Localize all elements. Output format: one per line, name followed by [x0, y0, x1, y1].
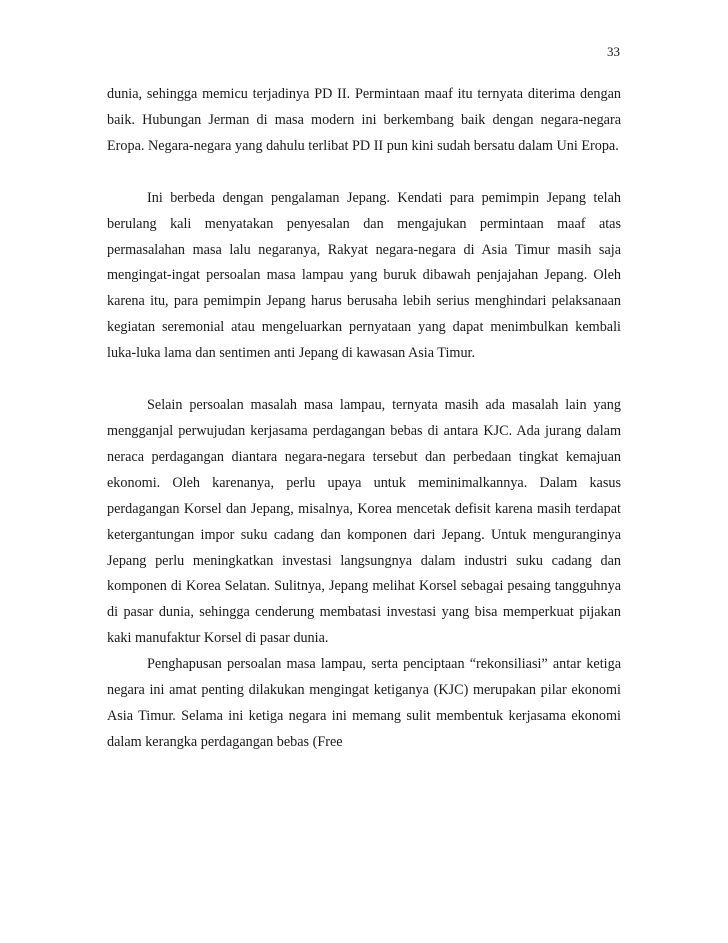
- paragraph-4: Penghapusan persoalan masa lampau, serta penciptaan “rekonsiliasi” antar ketiga negara ini amat penting dilakukan mengingat ketiganya (KJC) merupakan pilar ekonomi Asia Timur. Selama ini ketiga negara ini memang sulit membentuk kerjasama ekonomi dalam kerangka perdagangan bebas (Free: [107, 656, 621, 750]
- page-number: 33: [607, 44, 620, 59]
- paragraph-3: Selain persoalan masalah masa lampau, ternyata masih ada masalah lain yang mengganjal perwujudan kerjasama perdagangan bebas di antara KJC. Ada jurang dalam neraca perdagangan diantara negara-negara tersebut dan perbedaan tingkat kemajuan ekonomi. Oleh karenanya, perlu upaya untuk meminimalkannya. Dalam kasus perdagangan Korsel dan Jepang, misalnya, Korea mencetak defisit karena masih terdapat ketergantungan impor suku cadang dan komponen dari Jepang. Untuk menguranginya Jepang perlu meningkatkan investasi langsungnya dalam industri suku cadang dan komponen di Korea Selatan. Sulitnya, Jepang melihat Korsel sebagai pesaing tangguhnya di pasar dunia, sehingga cenderung membatasi investasi yang bisa memperkuat pijakan kaki manufaktur Korsel di pasar dunia.: [107, 397, 621, 647]
- body-text: [107, 82, 621, 756]
- paragraph-1: dunia, sehingga memicu terjadinya PD II. Permintaan maaf itu ternyata diterima dengan baik. Hubungan Jerman di masa modern ini berkembang baik dengan negara-negara Eropa. Negara-negara yang dahulu terlibat PD II pun kini sudah bersatu dalam Uni Eropa.: [107, 86, 621, 154]
- paragraph-2: Ini berbeda dengan pengalaman Jepang. Kendati para pemimpin Jepang telah berulang kali menyatakan penyesalan dan mengajukan permintaan maaf atas permasalahan masa lalu negaranya, Rakyat negara-negara di Asia Timur masih saja mengingat-ingat persoalan masa lampau yang buruk dibawah penjajahan Jepang. Oleh karena itu, para pemimpin Jepang harus berusaha lebih serius menghindari pelaksanaan kegiatan seremonial atau mengeluarkan pernyataan yang dapat menimbulkan kembali luka-luka lama dan sentimen anti Jepang di kawasan Asia Timur.: [107, 189, 621, 362]
